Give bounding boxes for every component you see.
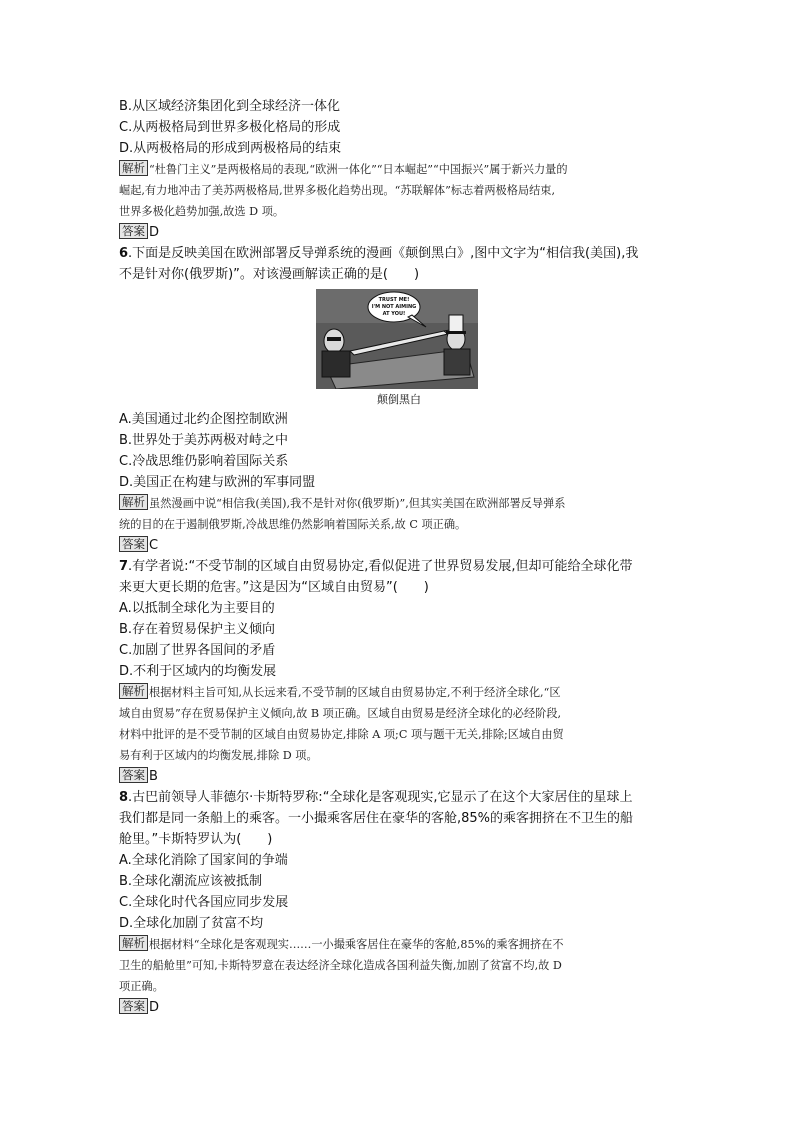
option-c: C.全球化时代各国应同步发展 [119,895,289,910]
option-d: D.美国正在构建与欧洲的军事同盟 [119,475,316,490]
question-stem-line: 不是针对你(俄罗斯)”。对该漫画解读正确的是( ) [119,267,420,282]
option-a: A.以抵制全球化为主要目的 [119,601,275,616]
speech-line-2: I'M NOT AIMING [371,304,417,310]
answer-tag: 答案 [119,998,148,1014]
question-stem: 8.古巴前领导人菲德尔·卡斯特罗称:“全球化是客观现实,它显示了在这个大家居住的星球上 [119,790,633,805]
explanation-line: 崛起,有力地冲击了美苏两极格局,世界多极化趋势出现。“苏联解体”标志着两极格局结束, [119,184,556,197]
option-d: D.不利于区域内的均衡发展 [119,664,277,679]
speech-line-1: TRUST ME! [378,297,410,303]
question-number: 6 [119,246,129,261]
answer-tag: 答案 [119,223,148,239]
question-7 [119,556,679,787]
cartoon-drawing [316,289,478,389]
answer-value: D [149,225,160,240]
explanation-line: 世界多极化趋势加强,故选 D 项。 [119,205,285,218]
explanation-line: 卫生的船舱里”可知,卡斯特罗意在表达经济全球化造成各国利益失衡,加剧了贫富不均,故 D [119,959,562,972]
explanation [119,159,679,222]
explanation-line: 根据材料“全球化是客观现实……一小撮乘客居住在豪华的客舱,85%的乘客拥挤在不 [149,938,564,951]
cartoon-image [316,289,478,389]
answer [119,997,679,1018]
question-8 [119,787,679,1018]
figure-caption: 颠倒黑白 [377,393,421,406]
explanation [119,934,679,997]
explanation-line: 域自由贸易”存在贸易保护主义倾向,故 B 项正确。区域自由贸易是经济全球化的必经阶段, [119,707,562,720]
question-number: 8 [119,790,129,805]
explanation-line: 根据材料主旨可知,从长远来看,不受节制的区域自由贸易协定,不利于经济全球化,“区 [149,686,561,699]
answer-tag: 答案 [119,536,148,552]
explanation-line: 易有利于区域内的均衡发展,排除 D 项。 [119,749,318,762]
option-d: D.从两极格局的形成到两极格局的结束 [119,141,342,156]
explanation-line: 项正确。 [119,980,164,993]
explanation-line: 统的目的在于遏制俄罗斯,冷战思维仍然影响着国际关系,故 C 项正确。 [119,518,467,531]
option-b: B.从区域经济集团化到全球经济一体化 [119,99,341,114]
explanation-tag: 解析 [119,683,148,699]
option-b: B.全球化潮流应该被抵制 [119,874,263,889]
answer [119,535,679,556]
option-b: B.世界处于美苏两极对峙之中 [119,433,289,448]
option-c: C.冷战思维仍影响着国际关系 [119,454,289,469]
question-stem: 7.有学者说:“不受节制的区域自由贸易协定,看似促进了世界贸易发展,但却可能给全球化带 [119,559,633,574]
answer [119,766,679,787]
question-stem: 6.下面是反映美国在欧洲部署反导弹系统的漫画《颠倒黑白》,图中文字为“相信我(美国),我 [119,246,639,261]
option-a: A.全球化消除了国家间的争端 [119,853,288,868]
worksheet-page [119,96,679,1018]
speech-line-3: AT YOU! [382,311,406,317]
explanation-line: “杜鲁门主义”是两极格局的表现,“欧洲一体化”“日本崛起”“中国振兴”属于新兴力量的 [149,163,568,176]
answer-value: B [149,769,158,784]
explanation-line: 虽然漫画中说“相信我(美国),我不是针对你(俄罗斯)”,但其实美国在欧洲部署反导弹系 [149,497,566,510]
option-a: A.美国通过北约企图控制欧洲 [119,412,288,427]
option-c: C.从两极格局到世界多极化格局的形成 [119,120,341,135]
question-number: 7 [119,559,129,574]
question-stem-line: 舱里。”卡斯特罗认为( ) [119,832,273,847]
question-6 [119,243,679,556]
explanation [119,682,679,766]
answer-value: D [149,1000,160,1015]
question-5 [119,96,679,243]
explanation [119,493,679,535]
answer [119,222,679,243]
explanation-tag: 解析 [119,494,148,510]
option-c: C.加剧了世界各国间的矛盾 [119,643,276,658]
explanation-line: 材料中批评的是不受节制的区域自由贸易协定,排除 A 项;C 项与题干无关,排除;区域自由贸 [119,728,564,741]
question-stem-line: 我们都是同一条船上的乘客。一小撮乘客居住在豪华的客舱,85%的乘客拥挤在不卫生的船 [119,811,634,826]
question-stem-line: 来更大更长期的危害。”这是因为“区域自由贸易”( ) [119,580,429,595]
answer-value: C [149,538,159,553]
option-d: D.全球化加剧了贫富不均 [119,916,264,931]
explanation-tag: 解析 [119,935,148,951]
answer-tag: 答案 [119,767,148,783]
option-b: B.存在着贸易保护主义倾向 [119,622,276,637]
explanation-tag: 解析 [119,160,148,176]
